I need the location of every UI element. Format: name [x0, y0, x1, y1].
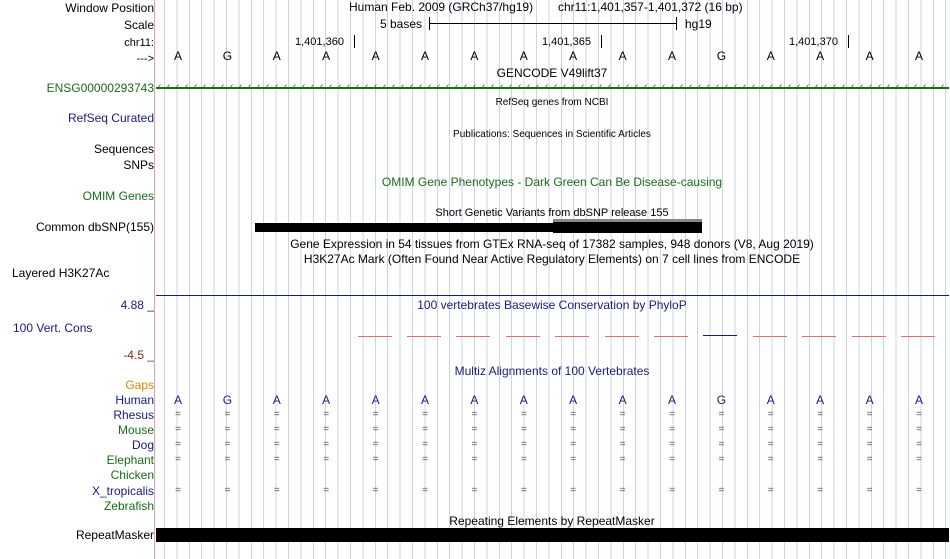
- strand-chevron-icon: ‹: [680, 81, 684, 92]
- human-base-letter: A: [618, 393, 627, 407]
- repeat-element-bar[interactable]: [156, 528, 949, 542]
- strand-chevron-icon: ‹: [581, 81, 585, 92]
- scale-bar: [429, 23, 677, 24]
- strand-chevron-icon: ‹: [401, 81, 405, 92]
- alignment-match-symbol: =: [471, 409, 478, 420]
- chrom-label: chr11:: [124, 37, 154, 49]
- strand-chevron-icon: ‹: [392, 81, 396, 92]
- strand-chevron-icon: ‹: [896, 81, 900, 92]
- strand-chevron-icon: ‹: [293, 81, 297, 92]
- alignment-match-symbol: =: [767, 439, 774, 450]
- cons-score-mark: [456, 336, 490, 337]
- human-base-letter: A: [420, 393, 430, 407]
- ruler-tick-label: 1,401,360: [295, 36, 344, 48]
- strand-chevron-icon: ‹: [419, 81, 423, 92]
- strand-chevron-icon: ‹: [320, 81, 324, 92]
- alignment-match-symbol: =: [669, 454, 675, 465]
- strand-chevron-icon: ‹: [464, 81, 468, 92]
- alignment-match-symbol: =: [570, 485, 577, 496]
- species-elephant-label: Elephant: [106, 453, 154, 467]
- alignment-match-symbol: =: [866, 409, 873, 420]
- strand-chevron-icon: ‹: [266, 81, 270, 92]
- strand-chevron-icon: ‹: [815, 81, 819, 92]
- strand-chevron-icon: ‹: [869, 81, 873, 92]
- strand-chevron-icon: ‹: [302, 81, 306, 92]
- strand-chevron-icon: ‹: [212, 81, 216, 92]
- alignment-match-symbol: =: [619, 485, 626, 496]
- gaps-label: Gaps: [125, 378, 154, 392]
- strand-chevron-icon: ‹: [455, 81, 459, 92]
- alignment-match-symbol: =: [570, 424, 577, 435]
- strand-chevron-icon: ‹: [671, 81, 675, 92]
- alignment-match-symbol: =: [372, 485, 379, 496]
- alignment-match-symbol: =: [767, 454, 774, 465]
- alignment-match-symbol: =: [570, 439, 577, 450]
- scale-db: hg19: [685, 17, 712, 31]
- alignment-match-symbol: =: [619, 409, 626, 420]
- alignment-match-symbol: =: [273, 439, 280, 450]
- strand-chevron-icon: ‹: [599, 81, 603, 92]
- publications-sequences-label[interactable]: Sequences: [93, 142, 154, 156]
- strand-chevron-icon: ‹: [257, 81, 261, 92]
- alignment-match-symbol: =: [175, 439, 181, 450]
- position-title: chr11:1,401,357-1,401,372 (16 bp): [558, 0, 743, 14]
- strand-chevron-icon: ‹: [311, 81, 315, 92]
- strand-chevron-icon: ‹: [482, 81, 486, 92]
- alignment-match-symbol: =: [520, 424, 527, 435]
- scale-label: Scale: [123, 18, 154, 32]
- human-base-letter: A: [272, 393, 281, 407]
- species-human-label: Human: [115, 393, 154, 407]
- strand-chevron-icon: ‹: [635, 81, 639, 92]
- strand-chevron-icon: ‹: [572, 81, 576, 92]
- strand-chevron-icon: ‹: [653, 81, 657, 92]
- gene-id-label[interactable]: ENSG00000293743: [46, 81, 154, 95]
- alignment-match-symbol: =: [619, 439, 626, 450]
- cons-score-mark: [654, 336, 688, 337]
- scale-text: 5 bases: [380, 17, 423, 31]
- human-base-letter: A: [470, 393, 479, 407]
- repeatmasker-track-title: Repeating Elements by RepeatMasker: [449, 514, 655, 528]
- dbsnp-variant-highlight: [553, 219, 702, 222]
- ruler-tick-label: 1,401,365: [542, 36, 591, 48]
- strand-chevron-icon: ‹: [563, 81, 567, 92]
- species-zebrafish-label: Zebrafish: [103, 499, 154, 513]
- alignment-match-symbol: =: [619, 454, 626, 465]
- strand-chevron-icon: ‹: [941, 81, 945, 92]
- cons-score-mark: [605, 336, 639, 337]
- strand-chevron-icon: ‹: [626, 81, 630, 92]
- human-base-letter: A: [914, 393, 924, 407]
- species-chicken-label: Chicken: [110, 468, 154, 482]
- human-base-letter: A: [865, 393, 874, 407]
- alignment-match-symbol: =: [817, 409, 824, 420]
- strand-chevron-icon: ‹: [410, 81, 414, 92]
- alignment-match-symbol: =: [619, 424, 626, 435]
- base-letter: A: [667, 49, 677, 63]
- species-mouse-label: Mouse: [117, 423, 154, 437]
- alignment-match-symbol: =: [471, 439, 478, 450]
- strand-chevron-icon: ‹: [545, 81, 549, 92]
- base-letter: A: [519, 49, 528, 63]
- alignment-match-symbol: =: [372, 454, 379, 465]
- strand-chevron-icon: ‹: [770, 81, 774, 92]
- strand-chevron-icon: ‹: [905, 81, 909, 92]
- alignment-match-symbol: =: [224, 424, 231, 435]
- strand-chevron-icon: ‹: [491, 81, 495, 92]
- strand-chevron-icon: ‹: [167, 81, 171, 92]
- alignment-match-symbol: =: [916, 485, 922, 496]
- base-letter: A: [618, 49, 627, 63]
- alignment-match-symbol: =: [323, 409, 330, 420]
- refseq-track-title: RefSeq genes from NCBI: [495, 97, 609, 108]
- alignment-match-symbol: =: [323, 439, 330, 450]
- alignment-match-symbol: =: [866, 485, 873, 496]
- alignment-match-symbol: =: [916, 409, 922, 420]
- alignment-match-symbol: =: [422, 454, 428, 465]
- alignment-match-symbol: =: [570, 409, 577, 420]
- scale-bar-right-tick: [676, 17, 677, 30]
- strand-chevron-icon: ‹: [329, 81, 333, 92]
- strand-chevron-icon: ‹: [824, 81, 828, 92]
- cons-score-mark: [753, 336, 787, 337]
- dbsnp-track-label[interactable]: Common dbSNP(155): [35, 220, 154, 234]
- publications-track-title: Publications: Sequences in Scientific Articles: [453, 129, 651, 140]
- alignment-match-symbol: =: [372, 439, 379, 450]
- strand-chevron-icon: ‹: [752, 81, 756, 92]
- alignment-match-symbol: =: [273, 409, 280, 420]
- strand-chevron-icon: ‹: [158, 81, 162, 92]
- strand-chevron-icon: ‹: [203, 81, 207, 92]
- strand-chevron-icon: ‹: [239, 81, 243, 92]
- cons-baseline: [156, 295, 949, 296]
- strand-chevron-icon: ‹: [716, 81, 720, 92]
- strand-chevron-icon: ‹: [536, 81, 540, 92]
- track-label-column: [0, 0, 154, 559]
- cons-track-label[interactable]: 100 Vert. Cons: [13, 321, 93, 335]
- strand-chevron-icon: ‹: [761, 81, 765, 92]
- base-letter: A: [865, 49, 874, 63]
- alignment-match-symbol: =: [471, 485, 478, 496]
- alignment-match-symbol: =: [224, 409, 231, 420]
- alignment-match-symbol: =: [175, 424, 181, 435]
- strand-chevron-icon: ‹: [194, 81, 198, 92]
- strand-chevron-icon: ‹: [698, 81, 702, 92]
- h3k27ac-track-title: H3K27Ac Mark (Often Found Near Active Regulatory Elements) on 7 cell lines from ENCODE: [303, 252, 801, 266]
- repeatmasker-track-label[interactable]: RepeatMasker: [75, 528, 154, 542]
- alignment-match-symbol: =: [669, 439, 675, 450]
- human-base-letter: G: [222, 393, 233, 407]
- strand-chevron-icon: ‹: [833, 81, 837, 92]
- strand-chevron-icon: ‹: [374, 81, 378, 92]
- omim-track-title: OMIM Gene Phenotypes - Dark Green Can Be Disease-causing: [381, 175, 723, 189]
- alignment-match-symbol: =: [520, 485, 527, 496]
- strand-chevron-icon: ‹: [860, 81, 864, 92]
- window-position-label: Window Position: [65, 1, 154, 15]
- omim-track-label[interactable]: OMIM Genes: [82, 189, 154, 203]
- alignment-match-symbol: =: [273, 454, 280, 465]
- alignment-match-symbol: =: [767, 485, 774, 496]
- base-letter: A: [371, 49, 380, 63]
- alignment-match-symbol: =: [817, 454, 824, 465]
- gtex-track-title: Gene Expression in 54 tissues from GTEx RNA-seq of 17382 samples, 948 donors (V8, Aug 2019): [290, 237, 814, 251]
- human-base-letter: A: [766, 393, 775, 407]
- assembly-title: Human Feb. 2009 (GRCh37/hg19): [349, 0, 534, 14]
- human-base-letter: A: [519, 393, 528, 407]
- base-letter: A: [470, 49, 479, 63]
- alignment-match-symbol: =: [767, 409, 774, 420]
- base-letter: A: [322, 49, 331, 63]
- human-base-letter: A: [569, 393, 578, 407]
- strand-chevron-icon: ‹: [473, 81, 477, 92]
- gencode-track-title: GENCODE V49lift37: [496, 66, 608, 80]
- alignment-match-symbol: =: [372, 424, 379, 435]
- strand-chevron-icon: ‹: [338, 81, 342, 92]
- alignment-match-symbol: =: [718, 409, 725, 420]
- strand-chevron-icon: ‹: [806, 81, 810, 92]
- cons-score-mark: [703, 335, 737, 336]
- alignment-match-symbol: =: [175, 485, 181, 496]
- strand-chevron-icon: ‹: [725, 81, 729, 92]
- ruler-tick: [601, 35, 602, 48]
- strand-chevron-icon: ‹: [590, 81, 594, 92]
- alignment-match-symbol: =: [669, 409, 675, 420]
- strand-chevron-icon: ‹: [914, 81, 918, 92]
- strand-chevron-icon: ‹: [923, 81, 927, 92]
- alignment-match-symbol: =: [175, 409, 181, 420]
- strand-chevron-icon: ‹: [356, 81, 360, 92]
- strand-chevron-icon: ‹: [797, 81, 801, 92]
- strand-chevron-icon: ‹: [185, 81, 189, 92]
- alignment-match-symbol: =: [718, 485, 725, 496]
- alignment-match-symbol: =: [520, 454, 527, 465]
- base-letter: A: [569, 49, 578, 63]
- cons-score-mark: [407, 336, 441, 337]
- alignment-match-symbol: =: [175, 454, 181, 465]
- alignment-match-symbol: =: [718, 424, 725, 435]
- h3k27ac-track-label[interactable]: Layered H3K27Ac: [12, 266, 110, 280]
- human-base-letter: G: [716, 393, 727, 407]
- alignment-match-symbol: =: [866, 424, 873, 435]
- species-xtropicalis-label: X_tropicalis: [91, 484, 154, 498]
- alignment-match-symbol: =: [817, 485, 824, 496]
- ruler-tick: [354, 35, 355, 48]
- strand-chevron-icon: ‹: [788, 81, 792, 92]
- alignment-match-symbol: =: [916, 454, 922, 465]
- strand-arrow-label: --->: [136, 53, 154, 65]
- alignment-match-symbol: =: [422, 439, 428, 450]
- alignment-match-symbol: =: [422, 485, 428, 496]
- human-base-letter: A: [173, 393, 183, 407]
- alignment-match-symbol: =: [866, 439, 873, 450]
- base-letter: A: [272, 49, 281, 63]
- base-letter: A: [914, 49, 924, 63]
- strand-chevron-icon: ‹: [500, 81, 504, 92]
- ruler-tick-label: 1,401,370: [789, 36, 838, 48]
- dbsnp-track-title: Short Genetic Variants from dbSNP release 155: [435, 207, 669, 219]
- alignment-match-symbol: =: [520, 409, 527, 420]
- strand-chevron-icon: ‹: [707, 81, 711, 92]
- alignment-match-symbol: =: [570, 454, 577, 465]
- strand-chevron-icon: ‹: [275, 81, 279, 92]
- base-letter: G: [222, 49, 233, 63]
- alignment-match-symbol: =: [422, 409, 428, 420]
- strand-chevron-icon: ‹: [662, 81, 666, 92]
- strand-chevron-icon: ‹: [689, 81, 693, 92]
- alignment-match-symbol: =: [323, 485, 330, 496]
- cons-min-label: -4.5 _: [123, 348, 154, 362]
- alignment-match-symbol: =: [718, 454, 725, 465]
- strand-chevron-icon: ‹: [554, 81, 558, 92]
- alignment-match-symbol: =: [817, 424, 824, 435]
- strand-chevron-icon: ‹: [176, 81, 180, 92]
- phylop-track-title: 100 vertebrates Basewise Conservation by PhyloP: [417, 298, 687, 312]
- strand-chevron-icon: ‹: [842, 81, 846, 92]
- strand-chevron-icon: ‹: [887, 81, 891, 92]
- strand-chevron-icon: ‹: [779, 81, 783, 92]
- human-base-letter: A: [322, 393, 331, 407]
- strand-chevron-icon: ‹: [608, 81, 612, 92]
- cons-score-mark: [852, 336, 886, 337]
- alignment-match-symbol: =: [866, 454, 873, 465]
- alignment-match-symbol: =: [323, 424, 330, 435]
- strand-chevron-icon: ‹: [932, 81, 936, 92]
- strand-chevron-icon: ‹: [248, 81, 252, 92]
- dbsnp-variant-bar[interactable]: [255, 223, 553, 232]
- strand-chevron-icon: ‹: [518, 81, 522, 92]
- strand-chevron-icon: ‹: [221, 81, 225, 92]
- alignment-match-symbol: =: [471, 454, 478, 465]
- alignment-match-symbol: =: [323, 454, 330, 465]
- strand-chevron-icon: ‹: [617, 81, 621, 92]
- alignment-match-symbol: =: [817, 439, 824, 450]
- strand-chevron-icon: ‹: [230, 81, 234, 92]
- species-rhesus-label: Rhesus: [113, 408, 154, 422]
- alignment-match-symbol: =: [767, 424, 774, 435]
- cons-score-mark: [901, 336, 935, 337]
- base-letter: A: [173, 49, 183, 63]
- strand-chevron-icon: ‹: [284, 81, 288, 92]
- cons-score-mark: [506, 336, 540, 337]
- strand-chevron-icon: ‹: [365, 81, 369, 92]
- strand-chevron-icon: ‹: [743, 81, 747, 92]
- strand-chevron-icon: ‹: [509, 81, 513, 92]
- multiz-track-title: Multiz Alignments of 100 Vertebrates: [454, 364, 650, 378]
- human-base-letter: A: [816, 393, 825, 407]
- alignment-match-symbol: =: [372, 409, 379, 420]
- alignment-match-symbol: =: [224, 454, 231, 465]
- publications-snps-label[interactable]: SNPs: [123, 158, 154, 172]
- base-letter: G: [716, 49, 727, 63]
- alignment-match-symbol: =: [224, 439, 231, 450]
- strand-chevron-icon: ‹: [734, 81, 738, 92]
- alignment-match-symbol: =: [520, 439, 527, 450]
- alignment-match-symbol: =: [718, 439, 725, 450]
- ruler-tick: [848, 35, 849, 48]
- alignment-match-symbol: =: [669, 424, 675, 435]
- human-base-letter: A: [371, 393, 380, 407]
- strand-chevron-icon: ‹: [527, 81, 531, 92]
- strand-chevron-icon: ‹: [428, 81, 432, 92]
- alignment-match-symbol: =: [669, 485, 675, 496]
- alignment-match-symbol: =: [916, 424, 922, 435]
- human-base-letter: A: [667, 393, 677, 407]
- strand-chevron-icon: ‹: [383, 81, 387, 92]
- alignment-match-symbol: =: [471, 424, 478, 435]
- strand-chevron-icon: ‹: [644, 81, 648, 92]
- cons-max-label: 4.88 _: [120, 298, 154, 312]
- alignment-match-symbol: =: [224, 485, 231, 496]
- alignment-match-symbol: =: [422, 424, 428, 435]
- cons-score-mark: [358, 336, 392, 337]
- strand-chevron-icon: ‹: [851, 81, 855, 92]
- cons-score-mark: [555, 336, 589, 337]
- strand-chevron-icon: ‹: [446, 81, 450, 92]
- base-letter: A: [816, 49, 825, 63]
- alignment-match-symbol: =: [916, 439, 922, 450]
- strand-chevron-icon: ‹: [878, 81, 882, 92]
- browser-image-area[interactable]: [156, 0, 949, 559]
- species-dog-label: Dog: [131, 438, 154, 452]
- refseq-track-label[interactable]: RefSeq Curated: [67, 111, 154, 125]
- base-letter: A: [420, 49, 430, 63]
- label-separator: [154, 0, 155, 559]
- alignment-match-symbol: =: [273, 485, 280, 496]
- base-letter: A: [766, 49, 775, 63]
- strand-chevron-icon: ‹: [347, 81, 351, 92]
- strand-chevron-icon: ‹: [437, 81, 441, 92]
- cons-score-mark: [802, 336, 836, 337]
- alignment-match-symbol: =: [273, 424, 280, 435]
